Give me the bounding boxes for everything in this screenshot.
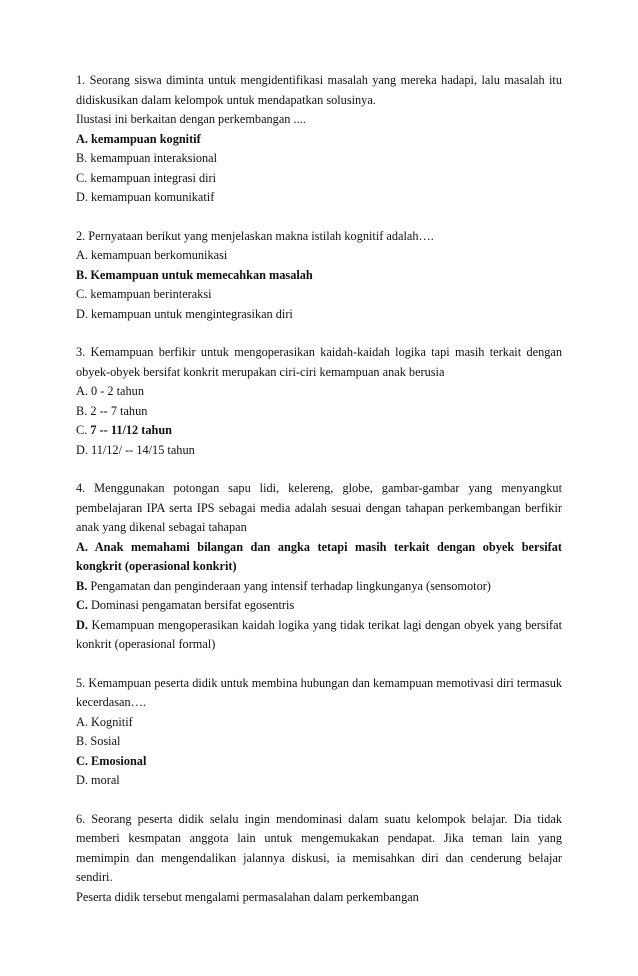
question-3-option-a: A. 0 - 2 tahun — [76, 384, 144, 398]
question-4-option-c-text: Dominasi pengamatan bersifat egosentris — [87, 598, 295, 612]
question-3-stem: 3. Kemampuan berfikir untuk mengoperasikan kaidah-kaidah logika tapi masih terkait dengan obyek-obyek bersifat konkrit merupakan ciri-ciri kemampuan anak berusia — [76, 345, 562, 379]
question-6-stem-2: Peserta didik tersebut mengalami permasalahan dalam perkembangan — [76, 889, 419, 904]
question-4-option-c — [76, 596, 562, 616]
question-3-option-b: B. 2 -- 7 tahun — [76, 403, 148, 418]
question-2-option-c: C. kemampuan berinteraksi — [76, 287, 212, 301]
question-4-option-d-text: Kemampuan mengoperasikan kaidah logika yang tidak terikat lagi dengan obyek yang bersifat konkrit (operasional formal) — [76, 617, 562, 651]
question-2 — [76, 227, 562, 325]
question-3 — [76, 343, 562, 460]
question-2-option-b: B. Kemampuan untuk memecahkan masalah — [76, 267, 313, 282]
question-4-option-d — [76, 616, 562, 655]
question-1-stem: 1. Seorang siswa diminta untuk mengidentifikasi masalah yang mereka hadapi, lalu masalah itu didiskusikan dalam kelompok untuk mendapatkan solusinya. — [76, 73, 562, 107]
question-4 — [76, 479, 562, 655]
document-page — [76, 71, 562, 926]
question-3-option-c-letter: C. — [76, 423, 91, 437]
question-5-option-a: A. Kognitif — [76, 714, 133, 729]
question-4-stem: 4. Menggunakan potongan sapu lidi, kelereng, globe, gambar-gambar yang menyangkut pembelajaran IPA serta IPS sebagai media adalah sesuai dengan tahapan perkembangan berfikir anak yang dikenal sebagai tahapan — [76, 481, 562, 534]
question-5 — [76, 674, 562, 791]
question-2-stem: 2. Pernyataan berikut yang menjelaskan makna istilah kognitif adalah…. — [76, 228, 434, 243]
question-5-option-d: D. moral — [76, 773, 120, 787]
question-1 — [76, 71, 562, 208]
question-3-option-c-answer: 7 -- 11/12 tahun — [90, 423, 173, 437]
question-4-option-b-letter: B. — [76, 578, 88, 593]
question-1-stem-2: Ilustasi ini berkaitan dengan perkembangan .... — [76, 112, 306, 126]
question-4-option-a: A. Anak memahami bilangan dan angka tetapi masih terkait dengan obyek bersifat kongkrit (operasional konkrit) — [76, 539, 562, 573]
question-4-option-b-text: Pengamatan dan penginderaan yang intensif terhadap lingkunganya (sensomotor) — [87, 578, 491, 593]
question-2-option-a: A. kemampuan berkomunikasi — [76, 248, 228, 262]
question-2-option-d: D. kemampuan untuk mengintegrasikan diri — [76, 306, 293, 321]
question-6 — [76, 810, 562, 908]
question-1-option-c: C. kemampuan integrasi diri — [76, 170, 217, 185]
question-3-option-d: D. 11/12/ -- 14/15 tahun — [76, 442, 195, 457]
question-4-option-b — [76, 577, 562, 597]
question-3-option-c — [76, 421, 562, 441]
question-5-option-b: B. Sosial — [76, 734, 121, 748]
question-1-option-b: B. kemampuan interaksional — [76, 151, 218, 165]
question-4-option-d-letter: D. — [76, 617, 88, 632]
question-5-option-c: C. Emosional — [76, 753, 147, 768]
question-1-option-d: D. kemampuan komunikatif — [76, 190, 215, 204]
question-1-option-a: A. kemampuan kognitif — [76, 131, 201, 146]
question-6-stem: 6. Seorang peserta didik selalu ingin mendominasi dalam suatu kelompok belajar. Dia tidak memberi kesmpatan anggota lain untuk mengemukakan pendapat. Jika teman lain yang memimpin dan mengendalikan jalannya diskusi, ia memisahkan diri dan cenderung belajar sendiri. — [76, 811, 562, 884]
question-4-option-c-letter: C. — [76, 598, 88, 612]
question-5-stem: 5. Kemampuan peserta didik untuk membina hubungan dan kemampuan memotivasi diri termasuk kecerdasan…. — [76, 675, 562, 709]
